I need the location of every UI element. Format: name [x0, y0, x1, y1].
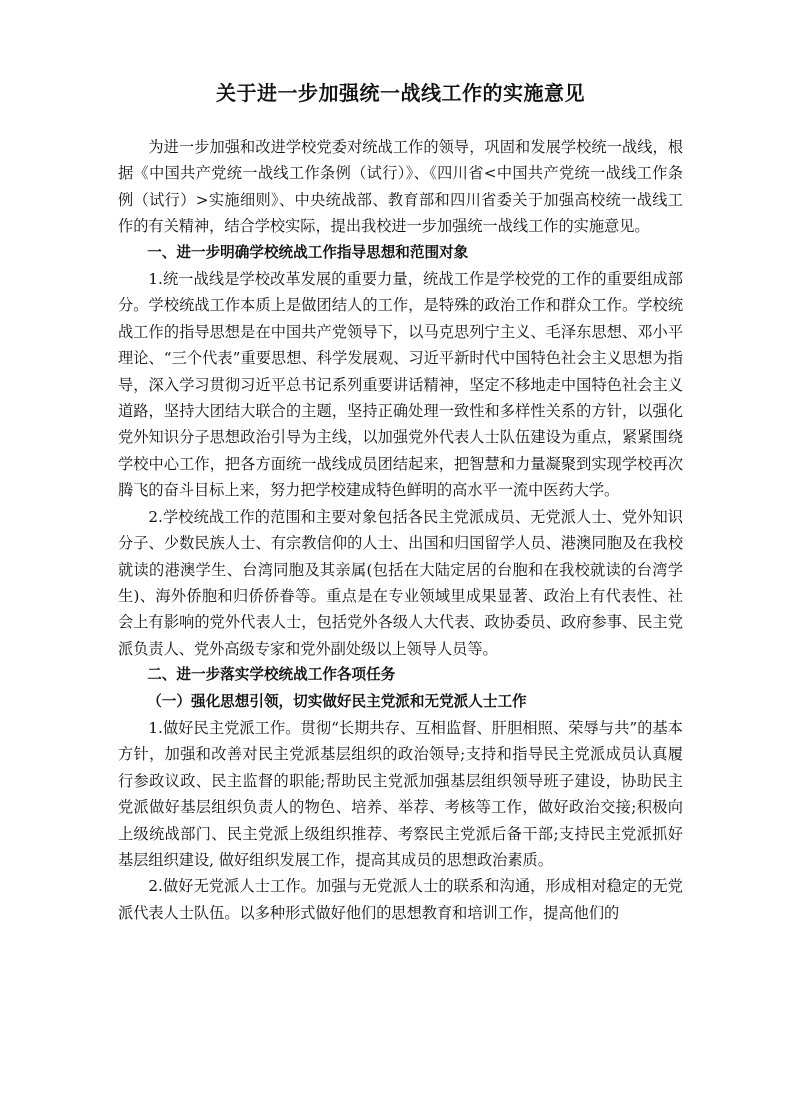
section-1-heading: 一、进一步明确学校统战工作指导思想和范围对象: [147, 243, 469, 261]
section-1-paragraph-1: 1.统一战线是学校改革发展的重要力量，统战工作是学校党的工作的重要组成部分。学校统战工作本质上是做团结人的工作，是特殊的政治工作和群众工作。学校统战工作的指导思想是在中国共产党领导下，以马克思列宁主义、毛泽东思想、邓小平理论、“三个代表”重要思想、科学发展观、习近平新时代中国特色社会主义思想为指导，深入学习贯彻习近平总书记系列重要讲话精神，坚定不移地走中国特色社会主义道路，坚持大团结大联合的主题，坚持正确处理一致性和多样性关系的方针，以强化党外知识分子思想政治引导为主线，以加强党外代表人士队伍建设为重点，紧紧围绕学校中心工作，把各方面统一战线成员团结起来，把智慧和力量凝聚到实现学校再次腾飞的奋斗目标上来，努力把学校建成特色鲜明的高水平一流中医药大学。: [118, 270, 683, 500]
section-2-paragraph-2: 2.做好无党派人士工作。加强与无党派人士的联系和沟通，形成相对稳定的无党派代表人士队伍。以多种形式做好他们的思想教育和培训工作，提高他们的: [118, 877, 683, 922]
document-title: 关于进一步加强统一战线工作的实施意见: [216, 81, 585, 105]
section-1-paragraph-2: 2.学校统战工作的范围和主要对象包括各民主党派成员、无党派人士、党外知识分子、少数民族人士、有宗教信仰的人士、出国和归国留学人员、港澳同胞及在我校就读的港澳学生、台湾同胞及其亲属(包括在大陆定居的台胞和在我校就读的台湾学生)、海外侨胞和归侨侨眷等。重点是在专业领域里成果显著、政治上有代表性、社会上有影响的党外代表人士，包括党外各级人大代表、政协委员、政府参事、民主党派负责人、党外高级专家和党外副处级以上领导人员等。: [118, 507, 683, 658]
document-page: [118, 78, 683, 926]
section-2-heading: 二、进一步落实学校统战工作各项任务: [147, 666, 396, 684]
intro-paragraph: 为进一步加强和改进学校党委对统战工作的领导，巩固和发展学校统一战线，根据《中国共产党统一战线工作条例（试行）》、《四川省<中国共产党统一战线工作条例（试行）>实施细则》、中央统战部、教育部和四川省委关于加强高校统一战线工作的有关精神，结合学校实际，提出我校进一步加强统一战线工作的实施意见。: [118, 138, 683, 236]
section-2-paragraph-1: 1.做好民主党派工作。贯彻“长期共存、互相监督、肝胆相照、荣辱与共”的基本方针，加强和改善对民主党派基层组织的政治领导;支持和指导民主党派成员认真履行参政议政、民主监督的职能;帮助民主党派加强基层组织领导班子建设，协助民主党派做好基层组织负责人的物色、培养、举荐、考核等工作，做好政治交接;积极向上级统战部门、民主党派上级组织推荐、考察民主党派后备干部;支持民主党派抓好基层组织建设, 做好组织发展工作，提高其成员的思想政治素质。: [118, 718, 683, 869]
section-2-subheading: （一）强化思想引领，切实做好民主党派和无党派人士工作: [147, 692, 527, 710]
